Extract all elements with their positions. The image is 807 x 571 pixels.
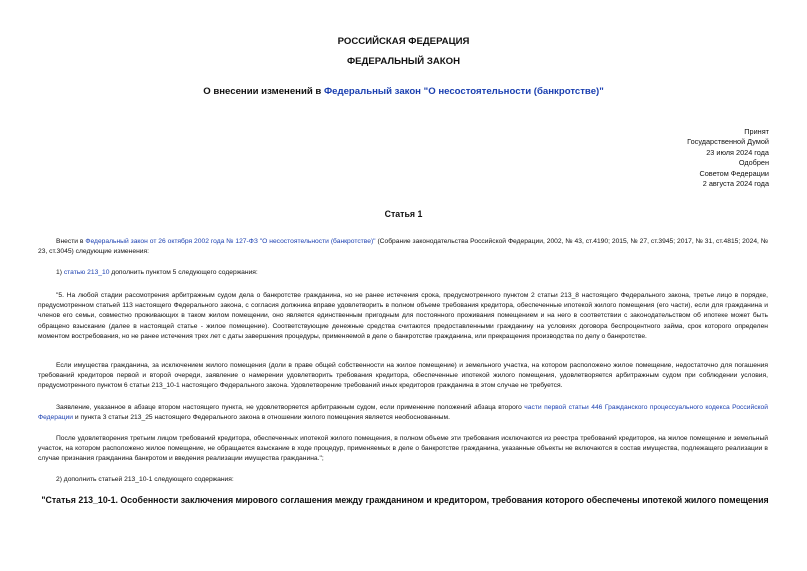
intro-prefix: Внести в [56,238,86,245]
approved-date: 2 августа 2024 года [702,179,769,189]
item-1-suffix: дополнить пунктом 5 следующего содержания: [109,269,258,276]
adoption-block [687,127,769,189]
accepted-label: Принят [744,127,769,136]
item-1 [56,269,258,276]
satisfaction-paragraph: После удовлетворения третьим лицом требований кредитора, обеспеченных ипотекой жилого помещения, в полном объеме эти требования исключаются из реестра требований кредиторов, на жилое помещение и земельный участок, на котором расположено жилое помещение, не обращается взыскание в ходе процедур, применяемых в деле о банкротстве гражданина, указанные объекты не включаются в состав имущества, подлежащего реализации в случае признания гражданина банкротом и введения реализации имущества гражданина."; [38,435,768,463]
law-title-prefix: О внесении изменений в [203,86,324,97]
law-reference-link[interactable]: Федеральный закон от 26 октября 2002 года № 127-ФЗ "О несостоятельности (банкротстве)" [85,238,376,245]
law-title-link[interactable]: Федеральный закон "О несостоятельности (банкротстве)" [323,86,604,97]
federation-title: РОССИЙСКАЯ ФЕДЕРАЦИЯ [337,36,470,47]
article-heading: Статья 1 [384,209,423,219]
article-213-10-1-heading: "Статья 213_10-1. Особенности заключения мирового соглашения между гражданином и кредитором, требования которого обеспечены ипотекой жилого помещения [41,495,769,505]
law-type-title: ФЕДЕРАЛЬНЫЙ ЗАКОН [346,56,461,67]
application-prefix: Заявление, указанное в абзаце втором настоящего пункта, не удовлетворяется арбитражным судом, если применение положений абзаца второго [56,404,525,411]
accepted-by: Государственной Думой [687,137,769,147]
intro-paragraph [38,237,768,257]
clause-5-paragraph: "5. На любой стадии рассмотрения арбитражным судом дела о банкротстве гражданина, но не ранее истечения срока, предусмотренного пунктом 2 статьи 213_8 настоящего Федерального закона, третье лицо в порядке, предусмотренном статьей 113 настоящего Федерального закона, с согласия должника вправе удовлетворить в полном объеме требования кредитора, обеспеченные ипотекой жилого помещения (его части), если для гражданина и членов его семьи, совместно проживающих в таком жилом помещении, оно является единственным пригодным для постоянного проживания помещением и на него в соответствии с законодательством об ипотеке может быть обращено взыскание (далее в настоящей статье - жилое помещение). Соответствующие денежные средства считаются предоставленными гражданину на условиях договора беспроцентного займа, срок которого определен моментом востребования, но не ранее истечения трех лет с даты завершения процедуры, применяемой в деле о банкротстве гражданина, или прекращения производства по делу о банкротстве. [38,292,768,340]
application-paragraph [38,403,768,423]
property-paragraph: Если имущества гражданина, за исключением жилого помещения (доли в праве общей собственности на жилое помещение) и земельного участка, на котором расположено жилое помещение, недостаточно для погашения требований кредиторов первой и второй очереди, заявление о намерении удовлетворить требования кредитора, обеспеченные ипотекой жилого помещения, удовлетворяется арбитражным судом при соблюдении условия, предусмотренного пунктом 6 статьи 213_10-1 настоящего Федерального закона. Удовлетворение требований иных кредиторов гражданина в этом случае не требуется. [38,362,768,390]
accepted-date: 23 июля 2024 года [706,147,769,157]
law-title [0,86,807,97]
item-2: 2) дополнить статьей 213_10-1 следующего содержания: [56,476,234,483]
approved-label: Одобрен [738,158,769,168]
application-suffix: и пункта 3 статьи 213_25 настоящего Федерального закона в отношении жилого помещения является необоснованным. [73,414,450,422]
intro-suffix: (Собрание законодательства Российской Федерации, 2002, № 43, ст.4190; 2015, № 27, ст.3945; 2017, № 31, ст.4815; 2024, № 23, ст.3045) следующие изменения: [38,238,768,256]
civil-procedure-code-link[interactable]: части первой статьи 446 Гражданского процессуального кодекса Российской Федерации [38,404,768,422]
item-1-prefix: 1) [56,269,64,276]
approved-by: Советом Федерации [699,168,769,178]
article-213-10-link[interactable]: статью 213_10 [63,269,110,276]
